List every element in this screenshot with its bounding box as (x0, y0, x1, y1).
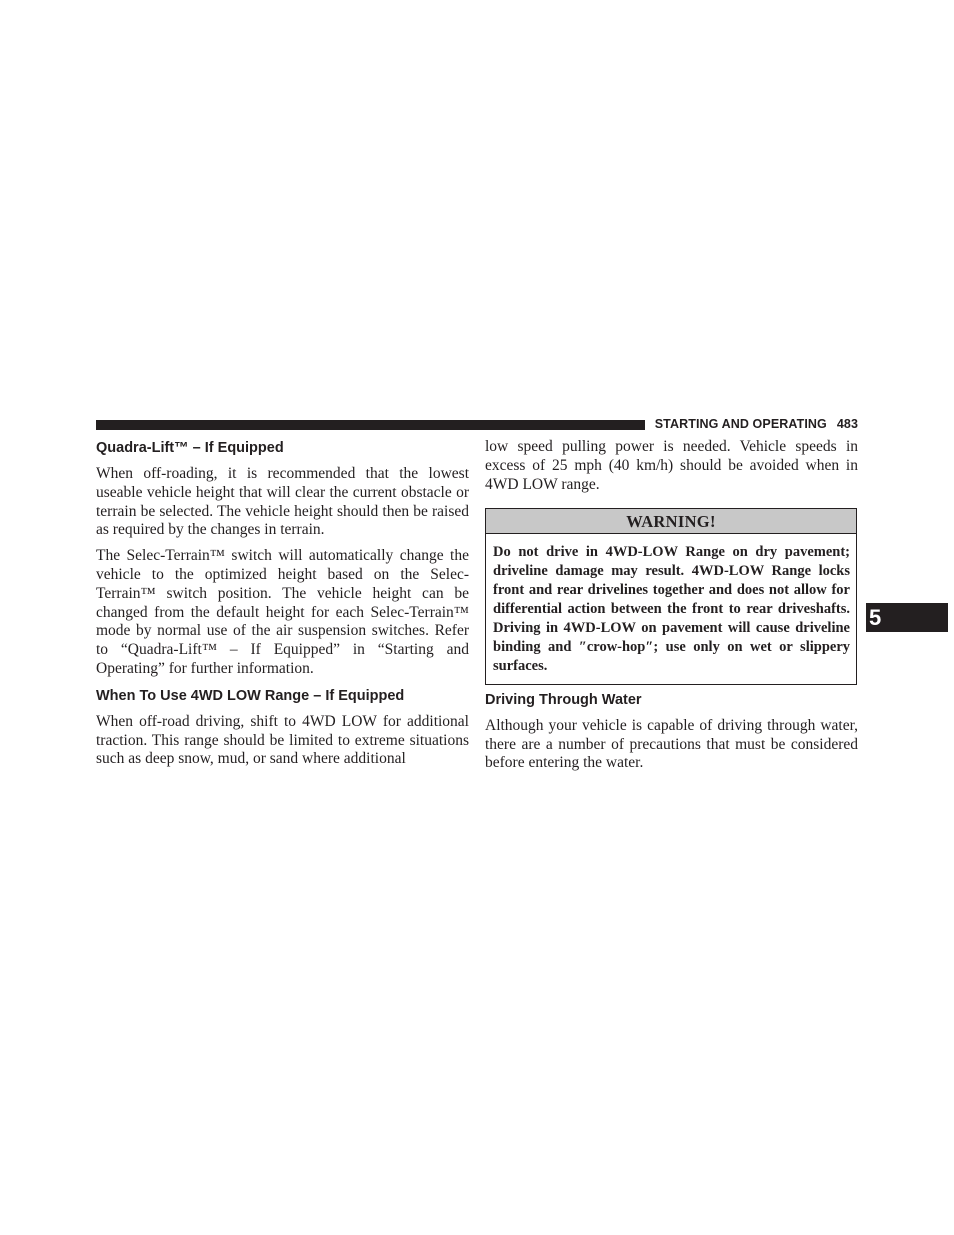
heading-quadra-lift: Quadra-Lift™ – If Equipped (96, 440, 284, 456)
paragraph-4wd-low: When off-road driving, shift to 4WD LOW for additional traction. This range should be limited to extreme situations such as deep snow, mud, or sand where additional (96, 712, 469, 768)
running-header (655, 417, 858, 431)
right-column (485, 438, 858, 773)
paragraph-selec-terrain: The Selec-Terrain™ switch will automatically change the vehicle to the optimized height based on the Selec-Terrain™ switch position. The vehicle height can be changed from the default height for each Selec-Terrain™ mode by normal use of the air suspension switches. Refer to “Quadra-Lift™ – If Equipped” in “Starting and Operating” for further information. (96, 547, 469, 677)
left-column (96, 438, 469, 769)
warning-title: WARNING! (486, 509, 856, 534)
section-title: STARTING AND OPERATING (654, 417, 827, 431)
chapter-tab: 5 (866, 603, 948, 632)
header-rule (96, 420, 645, 430)
warning-text: Do not drive in 4WD-LOW Range on dry pavement; driveline damage may result. 4WD-LOW Range locks front and rear drivelines together and does not allow for differential action between the front to rear driveshafts. Driving in 4WD-LOW on pavement will cause driveline binding and ″crow-hop″; use only on wet or slippery surfaces. (493, 544, 850, 674)
paragraph-offroading-height: When off-roading, it is recommended that the lowest useable vehicle height that will clear the current obstacle or terrain be selected. The vehicle height should then be raised as required by the changes in terrain. (96, 465, 469, 539)
paragraph-low-speed: low speed pulling power is needed. Vehicle speeds in excess of 25 mph (40 km/h) should be avoided when in 4WD LOW range. (485, 438, 858, 493)
page-number: 483 (836, 417, 858, 431)
heading-driving-through-water: Driving Through Water (485, 691, 642, 708)
warning-box (485, 508, 857, 684)
paragraph-driving-through-water: Although your vehicle is capable of driving through water, there are a number of precautions that must be considered before entering the water. (485, 716, 858, 772)
heading-4wd-low: When To Use 4WD LOW Range – If Equipped (96, 687, 405, 704)
